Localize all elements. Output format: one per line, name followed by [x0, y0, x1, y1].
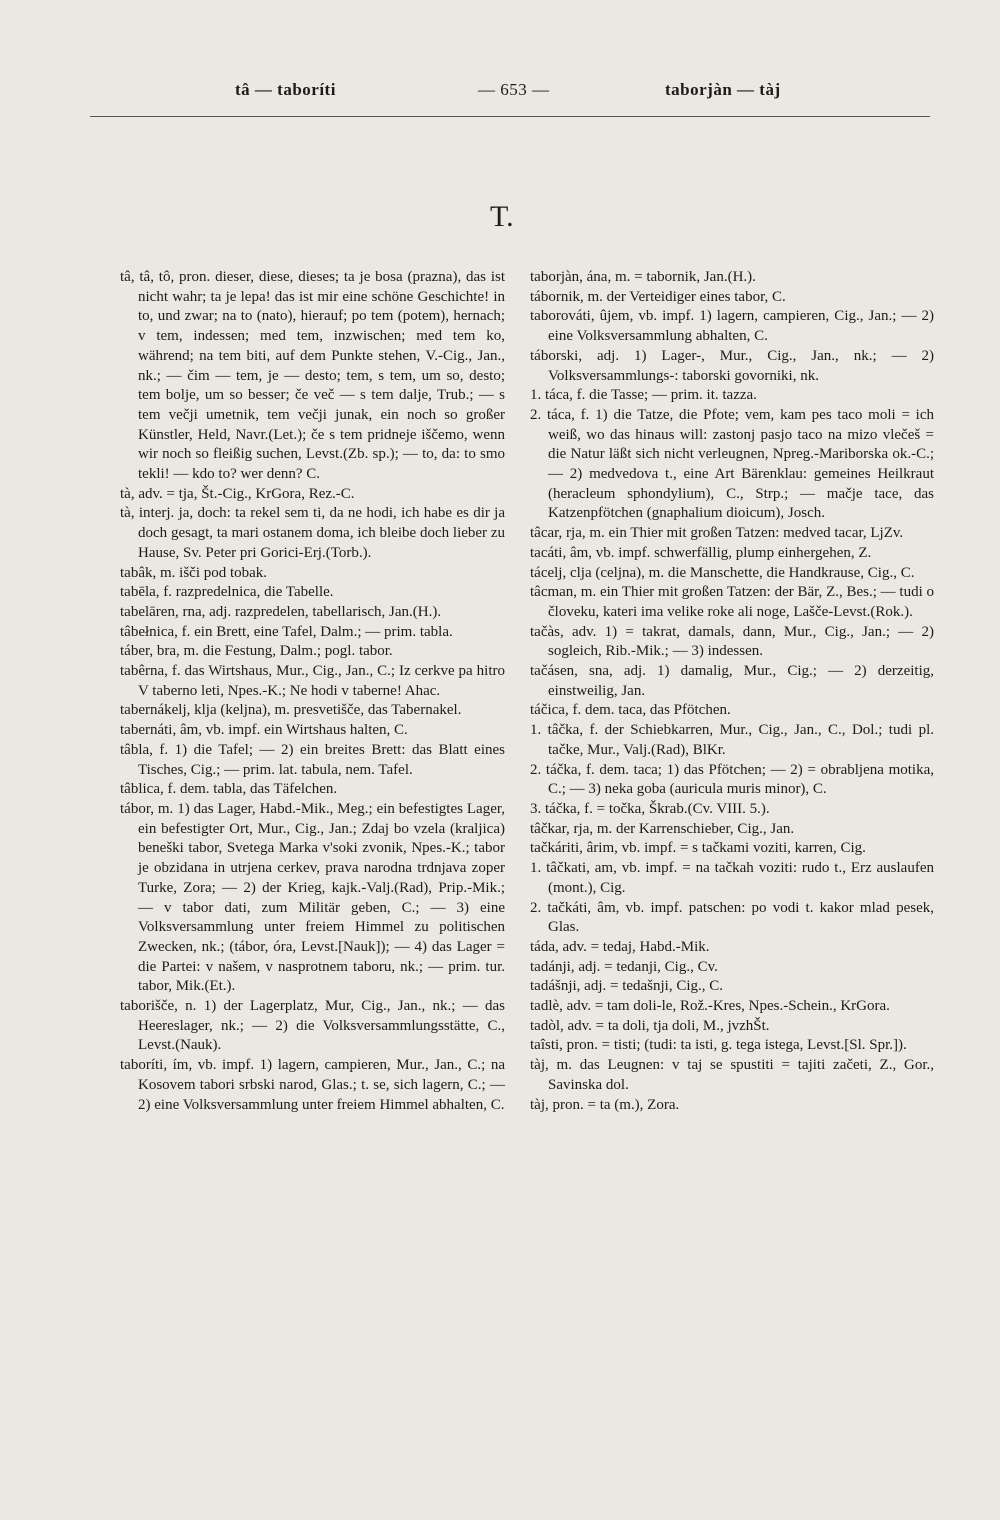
- dictionary-entry: táber, bra, m. die Festung, Dalm.; pogl. tabor.: [120, 643, 393, 660]
- left-column: [120, 268, 505, 1115]
- dictionary-entry: táborski, adj. 1) Lager-, Mur., Cig., Jan., nk.; — 2) Volksversammlungs-: taborski govorniki, nk.: [530, 347, 934, 384]
- dictionary-entry: tâbełnica, f. ein Brett, eine Tafel, Dalm.; — prim. tabla.: [120, 623, 453, 640]
- dictionary-entry: tacáti, âm, vb. impf. schwerfällig, plump einhergehen, Z.: [530, 544, 872, 561]
- dictionary-entry: tà, adv. = tja, Št.-Cig., KrGora, Rez.-C.: [120, 485, 355, 502]
- dictionary-entry: tâcman, m. ein Thier mit großen Tatzen: der Bär, Z., Bes.; — tudi o človeku, kateri ima velike roke ali noge, Lašče-Levst.(Rok.).: [530, 584, 934, 620]
- dictionary-entry: tâbla, f. 1) die Tafel; — 2) ein breites Brett: das Blatt eines Tisches, Cig.; — prim. lat. tabula, nem. Tafel.: [120, 741, 505, 778]
- dictionary-entry: 2. táca, f. 1) die Tatze, die Pfote; vem, kam pes taco moli = ich weiß, wo das hinaus will: zastonj pasjo taco na mizo vlečeš = die Natur läßt sich nicht verleugnen, Npreg.-Mariborska ok.-C.; — 2) medvedova t., eine Art Bärenklau: gemeines Heilkraut (heracleum sphondylium), C., Strp.; — mačje tace, das Katzenpfötchen (gnaphalium dioicum), Josch.: [530, 406, 934, 522]
- dictionary-entry: tadánji, adj. = tedanji, Cig., Cv.: [530, 958, 718, 975]
- dictionary-entry: tadòl, adv. = ta doli, tja doli, M., jvzhŠt.: [530, 1017, 770, 1034]
- header-rule: [90, 116, 930, 117]
- dictionary-entry: tačásen, sna, adj. 1) damalig, Mur., Cig.; — 2) derzeitig, einstweilig, Jan.: [530, 663, 934, 699]
- dictionary-entry: 2. tačkáti, âm, vb. impf. patschen: po vodi t. kakor mlad pesek, Glas.: [530, 899, 934, 936]
- dictionary-entry: tadlè, adv. = tam doli-le, Rož.-Kres, Npes.-Schein., KrGora.: [530, 998, 890, 1015]
- dictionary-entry: tábornik, m. der Verteidiger eines tabor, C.: [530, 288, 786, 305]
- dictionary-entry: tácelj, clja (celjna), m. die Manschette, die Handkrause, Cig., C.: [530, 564, 915, 581]
- dictionary-entry: taboríti, ím, vb. impf. 1) lagern, campieren, Mur., Jan., C.; na Kosovem tabori srbski narod, Glas.; t. se, sich lagern, C.; — 2) eine Volksversammlung unter freiem Himmel abhalten, C.: [120, 1057, 505, 1113]
- dictionary-entry: 1. tâčka, f. der Schiebkarren, Mur., Cig., Jan., C., Dol.; tudi pl. tačke, Mur., Valj.(Rad), BlKr.: [530, 722, 934, 758]
- dictionary-entry: taborjàn, ána, m. = tabornik, Jan.(H.).: [530, 269, 756, 285]
- dictionary-entry: 3. táčka, f. = točka, Škrab.(Cv. VIII. 5.).: [530, 800, 770, 817]
- dictionary-entry: 1. tâčkati, am, vb. impf. = na tačkah voziti: rudo t., Erz auslaufen (mont.), Cig.: [530, 860, 934, 896]
- running-head-left: tâ — taboríti: [235, 80, 336, 99]
- dictionary-entry: tâ, tâ, tô, pron. dieser, diese, dieses; ta je bosa (prazna), das ist nicht wahr; ta je lepa! das ist mir eine schöne Geschichte! in to, und zwar; na to (nato), hierauf; po tem (potem), hernach; v tem, indessen; med tem, inzwischen; med tem ko, während; na tem biti, auf dem Punkte stehen, V.-Cig., Jan., nk.; — čim — tem, je — desto; tem, s tem, um so, desto; tem bolje, um so besser; če več — s tem dalje, Trub.; — s tem večji umetnik, tem večji junak, ein noch so großer Künstler, Held, Navr.(Let.); če s tem pridneje iščemo, wenn wir noch so fleißig suchen, Levst.(Zb. sp.); — to, da: to smo tekli! — kdo to? wer denn? C.: [120, 269, 505, 483]
- dictionary-entry: tâčkar, rja, m. der Karrenschieber, Cig., Jan.: [530, 820, 795, 837]
- running-head-right: taborjàn — tàj: [665, 80, 781, 99]
- dictionary-entry: taborišče, n. 1) der Lagerplatz, Mur, Cig., Jan., nk.; — das Heereslager, nk.; — 2) die Volksversammlungsstätte, C., Levst.(Nauk).: [120, 998, 505, 1054]
- dictionary-entry: tàj, m. das Leugnen: v taj se spustiti = tajiti začeti, Z., Gor., Savinska dol.: [530, 1057, 934, 1093]
- dictionary-entry: tabēla, f. razpredelnica, die Tabelle.: [120, 584, 334, 601]
- dictionary-entry: tâblica, f. dem. tabla, das Täfelchen.: [120, 781, 338, 798]
- dictionary-entry: tabêrna, f. das Wirtshaus, Mur., Cig., Jan., C.; Iz cerkve pa hitro V taberno leti, Npes.-K.; Ne hodi v taberne! Ahac.: [120, 663, 505, 699]
- dictionary-entry: tačkáriti, ârim, vb. impf. = s tačkami voziti, karren, Cig.: [530, 840, 866, 857]
- dictionary-entry: táčica, f. dem. taca, das Pfötchen.: [530, 702, 731, 719]
- dictionary-entry: tâcar, rja, m. ein Thier mit großen Tatzen: medved tacar, LjZv.: [530, 525, 904, 542]
- dictionary-entry: taborováti, ûjem, vb. impf. 1) lagern, campieren, Cig., Jan.; — 2) eine Volksversammlung abhalten, C.: [530, 308, 934, 345]
- dictionary-entry: tábor, m. 1) das Lager, Habd.-Mik., Meg.; ein befestigtes Lager, ein befestigter Ort, Mur., Cig., Jan.; Zdaj bo vzela (kraljica) beneški tabor, Svetega Marka v'soki zvonik, Npes.-K.; tabor je obzidana in utrjena cerkev, prava narodna trdnjava zoper Turke, Zora; — 2) der Krieg, kajk.-Valj.(Rad), Prip.-Mik.; — v tabor dati, zum Militär geben, C.; — 3) eine Volksversammlung unter freiem Himmel zu politischen Zwecken, nk.; (tábor, óra, Levst.[Nauk]); — 4) das Lager = die Partei: v našem, v nasprotnem taboru, nk.; — prim. tur. tabor, Mik.(Et.).: [120, 800, 505, 995]
- section-letter: T.: [490, 200, 514, 233]
- dictionary-entry: tadášnji, adj. = tedašnji, Cig., C.: [530, 978, 724, 995]
- dictionary-entry: 1. táca, f. die Tasse; — prim. it. tazza.: [530, 387, 757, 404]
- dictionary-entry: táda, adv. = tedaj, Habd.-Mik.: [530, 938, 710, 955]
- dictionary-entry: tabernáti, âm, vb. impf. ein Wirtshaus halten, C.: [120, 722, 408, 739]
- dictionary-entry: tabelāren, rna, adj. razpredelen, tabellarisch, Jan.(H.).: [120, 603, 442, 620]
- dictionary-entry: tàj, pron. = ta (m.), Zora.: [530, 1096, 680, 1113]
- dictionary-entry: tabâk, m. išči pod tobak.: [120, 564, 268, 581]
- dictionary-entry: tà, interj. ja, doch: ta rekel sem ti, da ne hodi, ich habe es dir ja doch gesagt, ta mari ostanem doma, ich bleibe doch lieber zu Hause, Sv. Peter pri Gorici-Erj.(Torb.).: [120, 505, 505, 561]
- dictionary-entry: taîsti, pron. = tisti; (tudi: ta isti, g. tega istega, Levst.[Sl. Spr.]).: [530, 1037, 907, 1054]
- page-number: — 653 —: [478, 80, 550, 99]
- dictionary-entry: 2. táčka, f. dem. taca; 1) das Pfötchen; — 2) = obrabljena motika, C.; — 3) neka goba (auricula muris minor), C.: [530, 761, 934, 798]
- dictionary-entry: tačàs, adv. 1) = takrat, damals, dann, Mur., Cig., Jan.; — 2) sogleich, Rib.-Mik.; — 3) indessen.: [530, 623, 934, 660]
- right-column: [530, 268, 934, 1115]
- dictionary-entry: tabernákelj, klja (keljna), m. presvetišče, das Tabernakel.: [120, 702, 462, 719]
